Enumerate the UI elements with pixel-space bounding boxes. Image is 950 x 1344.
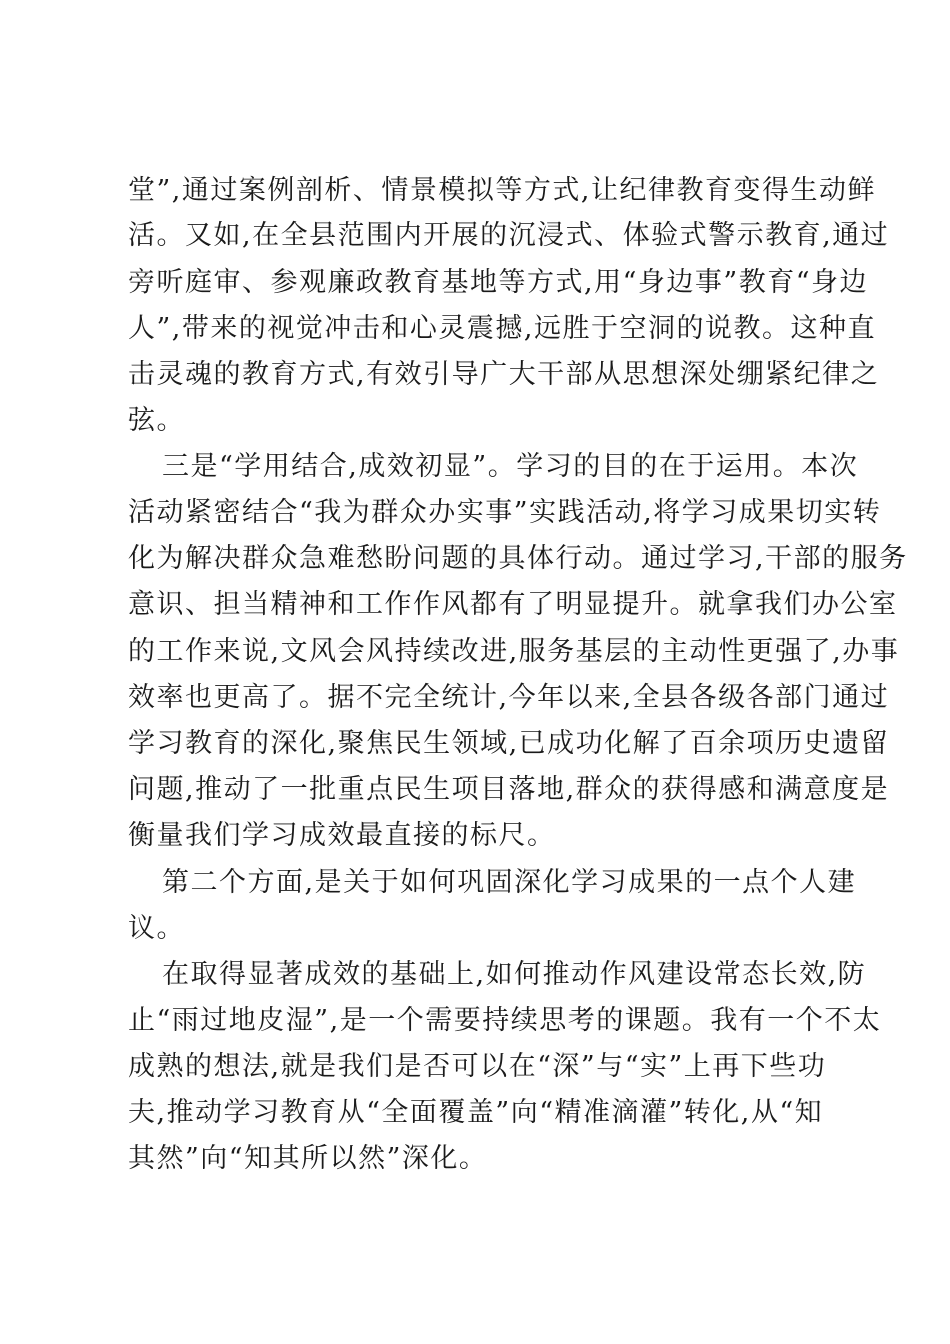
text-line: 人”,带来的视觉冲击和心灵震撼,远胜于空洞的说教。这种直: [128, 313, 876, 344]
text-line: 击灵魂的教育方式,有效引导广大干部从思想深处绷紧纪律之: [128, 359, 880, 390]
text-line: 衡量我们学习成效最直接的标尺。: [128, 820, 556, 851]
text-line: 夫,推动学习教育从“全面覆盖”向“精准滴灌”转化,从“知: [128, 1097, 824, 1128]
text-line: 意识、担当精神和工作作风都有了明显提升。就拿我们办公室: [128, 589, 898, 620]
text-line: 三是“学用结合,成效初显”。学习的目的在于运用。本次: [162, 451, 859, 482]
text-line: 活动紧密结合“我为群众办实事”实践活动,将学习成果切实转: [128, 497, 882, 528]
text-line: 活。又如,在全县范围内开展的沉浸式、体验式警示教育,通过: [128, 220, 890, 251]
text-line: 止“雨过地皮湿”,是一个需要持续思考的课题。我有一个不太: [128, 1005, 882, 1036]
text-line: 学习教育的深化,聚焦民生领域,已成功化解了百余项历史遗留: [128, 728, 890, 759]
text-line: 弦。: [128, 405, 185, 436]
text-line: 在取得显著成效的基础上,如何推动作风建设常态长效,防: [162, 959, 867, 990]
text-line: 堂”,通过案例剖析、情景模拟等方式,让纪律教育变得生动鲜: [128, 175, 876, 206]
text-line: 议。: [128, 913, 185, 944]
text-line: 旁听庭审、参观廉政教育基地等方式,用“身边事”教育“身边: [128, 267, 868, 298]
text-line: 的工作来说,文风会风持续改进,服务基层的主动性更强了,办事: [128, 636, 900, 667]
text-line: 效率也更高了。据不完全统计,今年以来,全县各级各部门通过: [128, 682, 890, 713]
text-line: 问题,推动了一批重点民生项目落地,群众的获得感和满意度是: [128, 774, 890, 805]
text-line: 成熟的想法,就是我们是否可以在“深”与“实”上再下些功: [128, 1051, 827, 1082]
text-line: 化为解决群众急难愁盼问题的具体行动。通过学习,干部的服务: [128, 543, 908, 574]
text-line: 其然”向“知其所以然”深化。: [128, 1143, 488, 1174]
text-line: 第二个方面,是关于如何巩固深化学习成果的一点个人建: [162, 867, 857, 898]
